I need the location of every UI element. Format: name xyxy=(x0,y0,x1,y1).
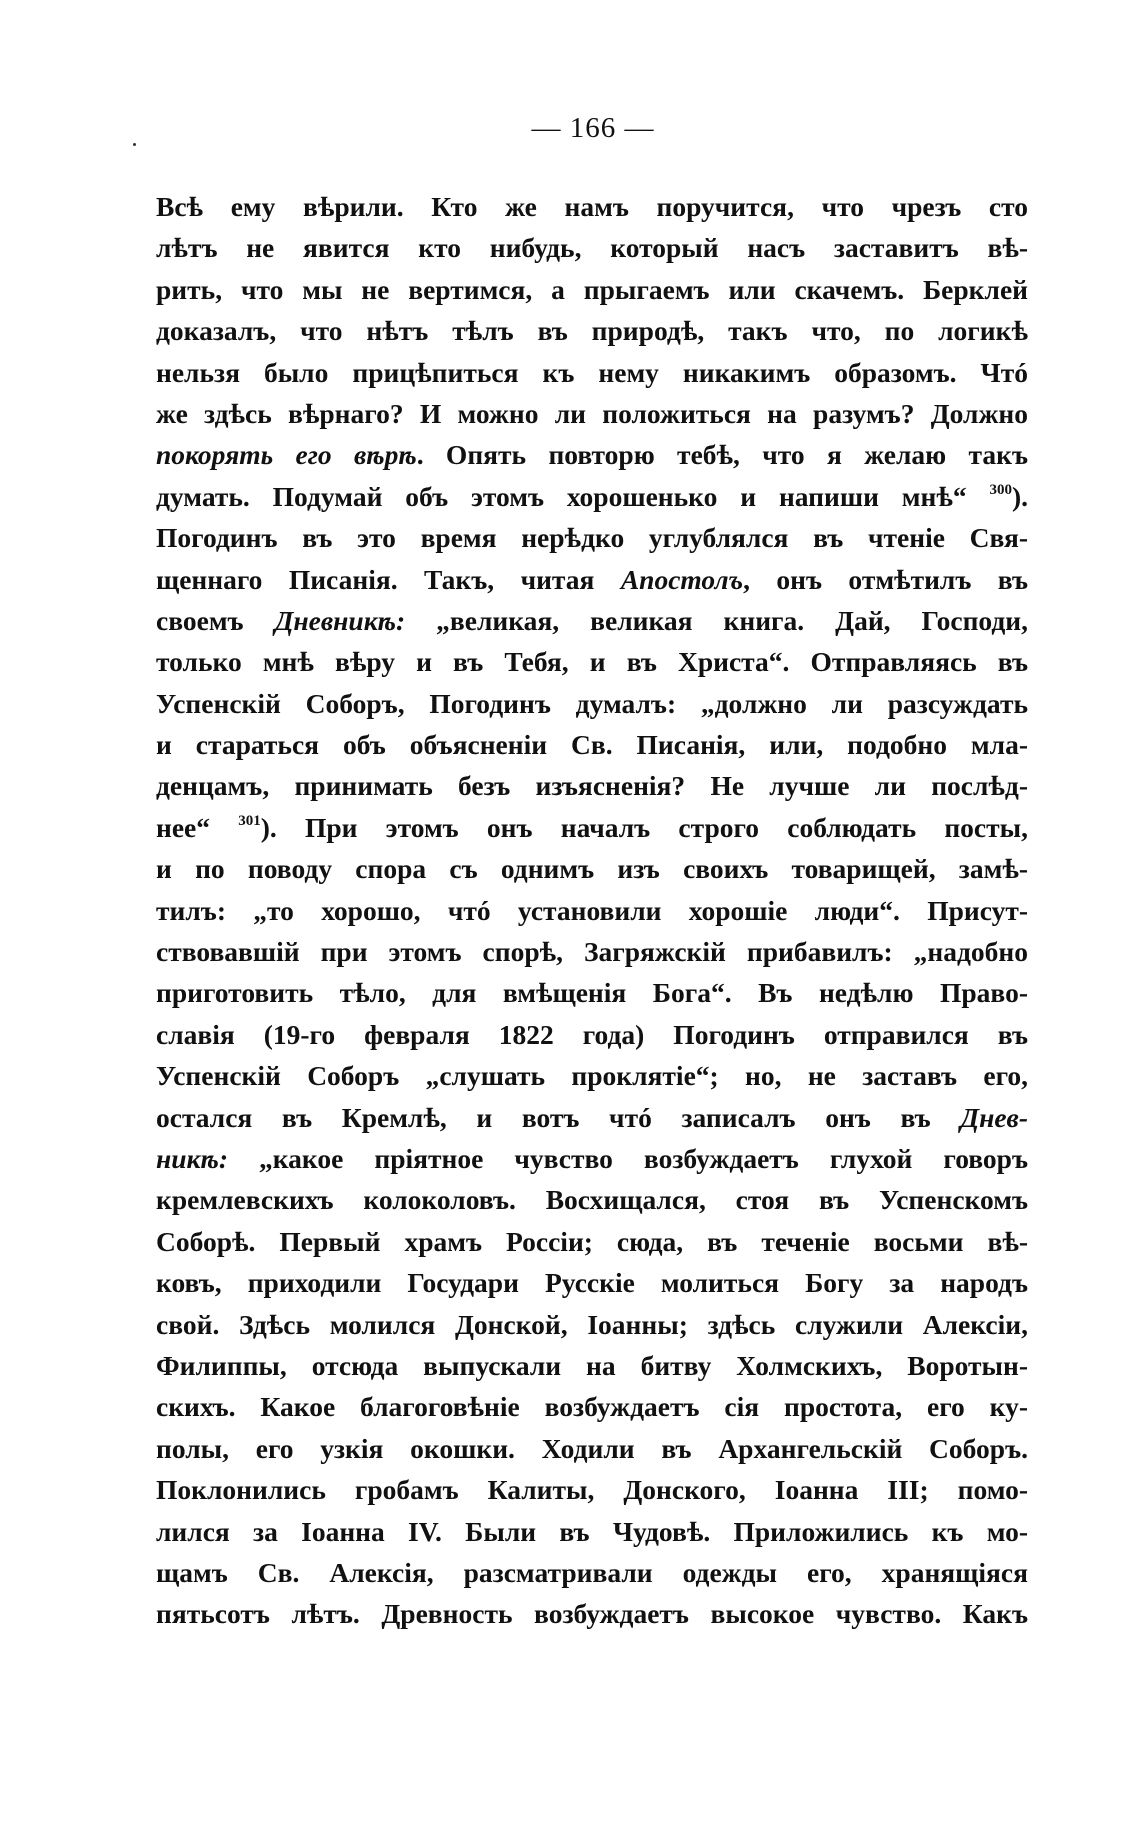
text-segment: только мнѣ вѣру и въ Тебя, и въ Христа“. Отправляясь въ xyxy=(156,646,1028,678)
text-segment: скихъ. Какое благоговѣніе возбуждаетъ сія простота, его ку- xyxy=(156,1391,1028,1423)
text-line xyxy=(156,972,1028,1013)
page-number: — 166 — xyxy=(531,112,655,144)
text-segment: славія (19-го февраля 1822 года) Погодинъ отправился въ xyxy=(156,1018,1028,1050)
text-segment: и стараться объ объясненіи Св. Писанія, или, подобно мла- xyxy=(156,729,1028,761)
text-line xyxy=(156,807,1028,848)
text-line xyxy=(156,269,1028,310)
footnote-marker: 301 xyxy=(238,812,261,829)
text-segment: своемъ xyxy=(156,604,275,636)
text-segment: кремлевскихъ колоколовъ. Восхищался, стоя въ Успенскомъ xyxy=(156,1184,1028,1216)
text-segment: денцамъ, принимать безъ изъясненія? Не лучше ли послѣд- xyxy=(156,770,1028,802)
text-line xyxy=(156,227,1028,268)
text-segment: тилъ: „то хорошо, чтó установили хорошіе люди“. Присут- xyxy=(156,894,1028,926)
text-line xyxy=(156,186,1028,227)
text-line xyxy=(156,352,1028,393)
text-line xyxy=(156,848,1028,889)
text-segment: щеннаго Писанія. Такъ, читая xyxy=(156,563,621,595)
text-segment: лѣтъ не явится кто нибудь, который насъ заставитъ вѣ- xyxy=(156,232,1028,264)
text-line xyxy=(156,1511,1028,1552)
text-segment: „великая, великая книга. Дай, Господи, xyxy=(405,604,1029,636)
text-segment: Филиппы, отсюда выпускали на битву Холмскихъ, Воротын- xyxy=(156,1349,1028,1381)
text-segment: ). xyxy=(1011,480,1028,512)
text-segment: ковъ, приходили Государи Русскіе молиться Богу за народъ xyxy=(156,1267,1028,1299)
text-line xyxy=(156,476,1028,517)
text-segment: Успенскій Соборъ, Погодинъ думалъ: „должно ли разсуждать xyxy=(156,687,1028,719)
text-segment: . Опять повторю тебѣ, что я желаю такъ xyxy=(416,439,1028,471)
text-line xyxy=(156,1386,1028,1427)
text-line xyxy=(156,1179,1028,1220)
text-segment: ). При этомъ онъ началъ строго соблюдать посты, xyxy=(260,811,1028,843)
text-line xyxy=(156,1097,1028,1138)
text-line xyxy=(156,765,1028,806)
text-segment: рить, что мы не вертимся, а прыгаемъ или скачемъ. Берклей xyxy=(156,273,1028,305)
text-segment: нельзя было прицѣпиться къ нему никакимъ образомъ. Чтó xyxy=(156,356,1028,388)
text-line xyxy=(156,310,1028,351)
italic-text: никѣ: xyxy=(156,1142,228,1174)
italic-text: Апостолъ xyxy=(620,563,744,595)
text-line xyxy=(156,559,1028,600)
text-segment: думать. Подумай объ этомъ хорошенько и напиши мнѣ“ xyxy=(156,480,990,512)
italic-text: Дневникѣ: xyxy=(274,604,406,636)
text-line xyxy=(156,434,1028,475)
text-line xyxy=(156,890,1028,931)
italic-text: покорять его вѣрѣ xyxy=(156,439,417,471)
text-segment: остался въ Кремлѣ, и вотъ чтó записалъ онъ въ xyxy=(156,1101,961,1133)
text-segment: доказалъ, что нѣтъ тѣлъ въ природѣ, такъ что, по логикѣ xyxy=(156,315,1028,347)
text-line xyxy=(156,517,1028,558)
text-segment: , онъ отмѣтилъ въ xyxy=(743,563,1028,595)
text-segment: „какое пріятное чувство возбуждаетъ глухой говоръ xyxy=(228,1142,1028,1174)
text-line xyxy=(156,724,1028,765)
text-line xyxy=(156,1593,1028,1634)
text-segment: приготовить тѣло, для вмѣщенія Бога“. Въ недѣлю Право- xyxy=(156,977,1028,1009)
text-segment: и по поводу спора съ однимъ изъ своихъ товарищей, замѣ- xyxy=(156,853,1028,885)
text-segment: Всѣ ему вѣрили. Кто же намъ поручится, что чрезъ сто xyxy=(156,191,1028,222)
text-line xyxy=(156,1138,1028,1179)
text-segment: Успенскій Соборъ „слушать проклятіе“; но, не заставъ его, xyxy=(156,1060,1028,1092)
text-line xyxy=(156,931,1028,972)
text-line xyxy=(156,393,1028,434)
text-segment: пятьсотъ лѣтъ. Древность возбуждаетъ высокое чувство. Какъ xyxy=(156,1598,1028,1630)
text-segment: щамъ Св. Алексія, разсматривали одежды его, хранящіяся xyxy=(156,1556,1028,1588)
text-segment: же здѣсь вѣрнаго? И можно ли положиться на разумъ? Должно xyxy=(156,397,1028,429)
text-line xyxy=(156,1345,1028,1386)
text-segment: Соборѣ. Первый храмъ Россіи; сюда, въ теченіе восьми вѣ- xyxy=(156,1225,1028,1257)
text-line xyxy=(156,1221,1028,1262)
text-line xyxy=(156,1428,1028,1469)
text-line xyxy=(156,1304,1028,1345)
text-segment: лился за Іоанна IV. Были въ Чудовѣ. Приложились къ мо- xyxy=(156,1515,1028,1547)
italic-text: Днев- xyxy=(960,1101,1028,1133)
text-line xyxy=(156,1055,1028,1096)
text-line xyxy=(156,1014,1028,1055)
text-line xyxy=(156,1552,1028,1593)
text-segment: ствовавшій при этомъ спорѣ, Загряжскій прибавилъ: „надобно xyxy=(156,936,1028,968)
text-line xyxy=(156,1262,1028,1303)
footnote-marker: 300 xyxy=(989,481,1012,498)
text-line xyxy=(156,1469,1028,1510)
text-segment: полы, его узкія окошки. Ходили въ Архангельскій Соборъ. xyxy=(156,1432,1028,1464)
text-line xyxy=(156,600,1028,641)
text-line xyxy=(156,641,1028,682)
text-segment: нее“ xyxy=(156,811,239,843)
text-line xyxy=(156,683,1028,724)
body-text xyxy=(156,186,1028,1635)
text-segment: Поклонились гробамъ Калиты, Донского, Іоанна III; помо- xyxy=(156,1474,1028,1506)
text-segment: Погодинъ въ это время нерѣдко углублялся въ чтеніе Свя- xyxy=(156,522,1028,554)
text-segment: свой. Здѣсь молился Донской, Іоанны; здѣсь служили Алексіи, xyxy=(156,1308,1028,1340)
